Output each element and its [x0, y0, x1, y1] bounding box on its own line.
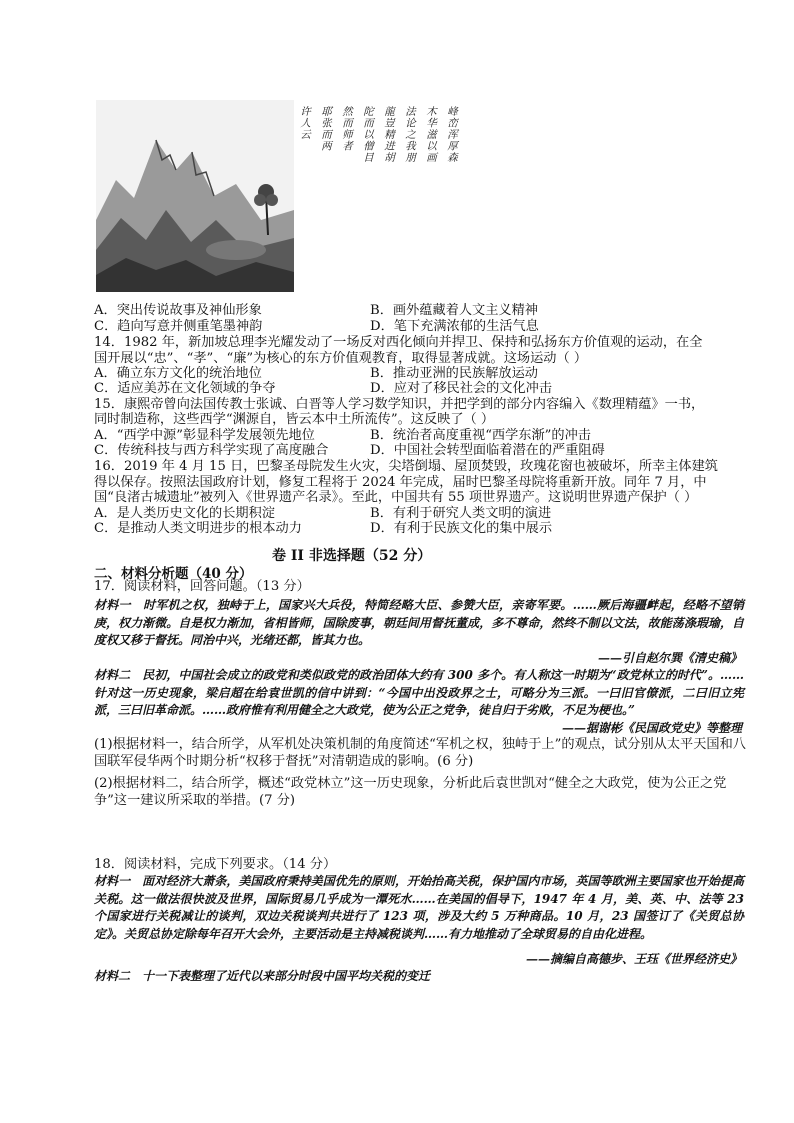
q14-option-a: A．确立东方文化的统治地位	[94, 366, 262, 381]
q16-option-c: C．是推动人类文明进步的根本动力	[94, 521, 302, 536]
q14-option-c: C．适应美苏在文化领域的争夺	[94, 381, 276, 396]
q16-option-a: A．是人类历史文化的长期积淀	[94, 506, 275, 521]
q14-option-d: D．应对了移民社会的文化冲击	[370, 381, 553, 396]
q16-option-d: D．有利于民族文化的集中展示	[370, 521, 553, 536]
q17-intro: 17．阅读材料，回答问题。（13 分）	[94, 579, 310, 594]
q18-source-1: ——摘编自高德步、王珏《世界经济史》	[525, 952, 742, 966]
q16-option-b: B．有利于研究人类文明的演进	[370, 506, 552, 521]
inscription-col: 耶张而两	[320, 106, 332, 152]
inscription-col: 法论之我朋	[404, 106, 416, 164]
q17-material-2: 材料二 民初，中国社会成立的政党和类似政党的政治团体大约有 300 多个。有人称这一时期为“政党林立的时代”。……针对这一历史现象，梁启超在给袁世凯的信中讲到：“今国中出没政界之士，可略分为三派。一曰旧官僚派，二曰旧立宪派，三曰旧革命派。……政府惟有利用健全之大政党，使为公正之党争，徒自归于劣败，不足为梗也。”	[94, 668, 744, 717]
inscription-col: 峰峦浑厚森	[446, 106, 458, 164]
q13-option-c: C．趋向写意并侧重笔墨神韵	[94, 319, 263, 334]
q15-option-d: D．中国社会转型面临着潜在的严重阻碍	[370, 443, 605, 458]
q17-source-2: ——据谢彬《民国政党史》等整理	[561, 721, 742, 735]
q18-material-2: 材料二 十一下表整理了近代以来部分时段中国平均关税的变迁	[94, 969, 431, 983]
q13-option-b: B．画外蕴藏着人文主义精神	[370, 303, 538, 318]
q17-question-2: (2)根据材料二，结合所学，概述“政党林立”这一历史现象，分析此后袁世凯对“健全之大政党，使为公正之党争”这一建议所采取的举措。(7 分)	[94, 776, 727, 808]
q14-stem-1: 14．1982 年，新加坡总理李光耀发动了一场反对西化倾向并捍卫、保持和弘扬东方价值观的运动，在全	[94, 335, 703, 350]
inscription-col: 陀而以僧目	[362, 106, 374, 164]
inscription-col: 龍豈精进胡	[383, 106, 395, 164]
q15-stem-1: 15．康熙帝曾向法国传教士张诚、白晋等人学习数学知识，并把学到的部分内容编入《数理精蕴》一书，	[94, 397, 705, 412]
q15-stem-2: 同时制造称，这些西学“渊源自，皆云本中土所流传”。这反映了（ ）	[94, 412, 495, 427]
part2-title: 卷 II 非选择题（52 分）	[272, 548, 432, 564]
inscription-col: 许人云	[299, 106, 311, 141]
q15-option-a: A．“西学中源”彰显科学发展领先地位	[94, 428, 315, 443]
q15-option-b: B．统治者高度重视“西学东渐”的冲击	[370, 428, 591, 443]
q15-option-c: C．传统科技与西方科学实现了高度融合	[94, 443, 329, 458]
landscape-painting-image	[96, 100, 294, 292]
q16-stem-3: 国“良渚古城遗址”被列入《世界遗产名录》。至此，中国共有 55 项世界遗产。这说明世界遗产保护（ ）	[94, 490, 698, 505]
q17-question-1: (1)根据材料一，结合所学，从军机处决策机制的角度简述“军机之权，独峙于上”的观点，试分别从太平天国和八国联军侵华两个时期分析“权移于督抚”对清朝造成的影响。(6 分)	[94, 737, 746, 769]
inscription-col: 然而师者	[341, 106, 353, 152]
q13-option-d: D．笔下充满浓郁的生活气息	[370, 319, 539, 334]
q16-stem-2: 得以保存。按照法国政府计划，修复工程将于 2024 年完成，届时巴黎圣母院将重新开放。同年 7 月，中	[94, 475, 707, 490]
q13-option-a: A．突出传说故事及神仙形象	[94, 303, 262, 318]
q14-stem-2: 国开展以“忠”、“孝”、“廉”为核心的东方价值观教育，取得显著成就。这场运动（ ）	[94, 351, 588, 366]
q18-intro: 18．阅读材料，完成下列要求。（14 分）	[94, 857, 337, 872]
landscape-painting	[96, 100, 294, 292]
painting-inscription	[299, 106, 458, 224]
q18-material-1: 材料一 面对经济大萧条，美国政府秉持美国优先的原则，开始抬高关税，保护国内市场，英国等欧洲主要国家也开始提高关税。这一做法很快波及世界，国际贸易几乎成为一潭死水……在美国的倡导下，1947 年 4 月，美、英、中、法等 23 个国家进行关税减让的谈判，双边关税谈判共进行了 123 项，涉及大约 5 万种商品。10 月，23 国签订了《关贸总协定》。关贸总协定除每年召开大会外，主要活动是主持减税谈判……有力地推动了全球贸易的自由化进程。	[94, 874, 744, 941]
q17-material-1: 材料一 时军机之权，独峙于上，国家兴大兵役，特简经略大臣、参赞大臣，亲寄军要。……厥后海疆衅起，经略不望销庚，权力渐微。自是权力渐加，省相皆师，国除废事，朝廷间用督抚董成，多不尊命，然终不制以文法，故能荡涤瑕瑜，自度权又移于督抚。同治中兴，光绪还都，皆其力也。	[94, 598, 744, 647]
q17-source-1: ——引自赵尔巽《清史稿》	[597, 651, 742, 665]
q16-stem-1: 16．2019 年 4 月 15 日，巴黎圣母院发生火灾，尖塔倒塌、屋顶焚毁，玫瑰花窗也被破坏，所幸主体建筑	[94, 459, 718, 474]
inscription-col: 木华滋以画	[425, 106, 437, 164]
section-title: 二、材料分析题（40 分）	[94, 566, 253, 582]
q14-option-b: B．推动亚洲的民族解放运动	[370, 366, 538, 381]
